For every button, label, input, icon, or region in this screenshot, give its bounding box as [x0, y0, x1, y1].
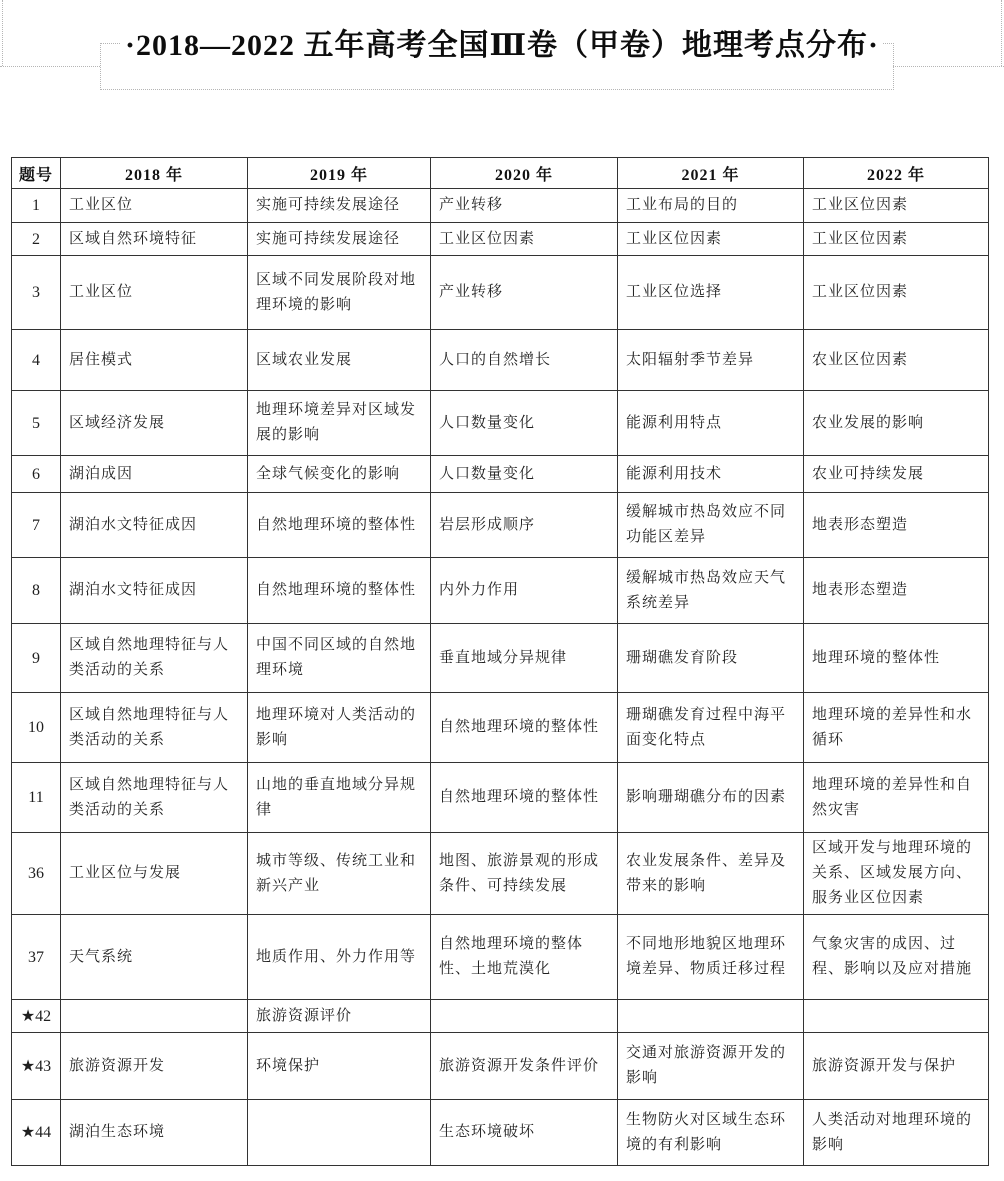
topic-cell: 工业区位因素 — [618, 223, 804, 256]
topic-cell: 人口数量变化 — [431, 391, 618, 456]
topic-cell: 生物防火对区域生态环境的有利影响 — [618, 1100, 804, 1166]
topic-cell: 垂直地域分异规律 — [431, 624, 618, 693]
column-header: 2022 年 — [804, 158, 989, 189]
table-row — [12, 693, 989, 763]
page-title: ·2018—2022 五年高考全国Ⅲ卷（甲卷）地理考点分布· — [121, 20, 883, 64]
topic-cell: 自然地理环境的整体性 — [248, 558, 431, 624]
topic-cell: 自然地理环境的整体性 — [248, 493, 431, 558]
topic-cell: 旅游资源开发 — [61, 1033, 248, 1100]
topic-cell — [804, 1000, 989, 1033]
topic-cell: 环境保护 — [248, 1033, 431, 1100]
topic-cell: 人口数量变化 — [431, 456, 618, 493]
topic-cell: 缓解城市热岛效应天气系统差异 — [618, 558, 804, 624]
topic-cell: 区域自然环境特征 — [61, 223, 248, 256]
topic-cell: 区域农业发展 — [248, 330, 431, 391]
topic-cell: 地理环境的差异性和自然灾害 — [804, 763, 989, 833]
column-header: 2021 年 — [618, 158, 804, 189]
topic-cell: 产业转移 — [431, 189, 618, 223]
table-row — [12, 1100, 989, 1166]
topic-cell: 产业转移 — [431, 256, 618, 330]
table-row — [12, 256, 989, 330]
topic-cell: 地理环境差异对区域发展的影响 — [248, 391, 431, 456]
exam-table — [11, 157, 989, 1166]
question-number: 7 — [12, 493, 61, 558]
topic-cell: 居住模式 — [61, 330, 248, 391]
topic-cell: 地表形态塑造 — [804, 493, 989, 558]
topic-cell: 实施可持续发展途径 — [248, 189, 431, 223]
topic-cell: 工业区位 — [61, 256, 248, 330]
topic-cell: 地理环境的差异性和水循环 — [804, 693, 989, 763]
topic-cell: 人口的自然增长 — [431, 330, 618, 391]
question-number: 2 — [12, 223, 61, 256]
topic-cell: 湖泊成因 — [61, 456, 248, 493]
topic-cell: 人类活动对地理环境的影响 — [804, 1100, 989, 1166]
topic-cell: 区域自然地理特征与人类活动的关系 — [61, 624, 248, 693]
table-row — [12, 763, 989, 833]
header-row — [12, 158, 989, 189]
topic-cell: 农业区位因素 — [804, 330, 989, 391]
question-number: 37 — [12, 915, 61, 1000]
table-row — [12, 558, 989, 624]
topic-cell: 实施可持续发展途径 — [248, 223, 431, 256]
topic-cell: 地表形态塑造 — [804, 558, 989, 624]
topic-cell: 内外力作用 — [431, 558, 618, 624]
question-number: 1 — [12, 189, 61, 223]
topic-cell: 城市等级、传统工业和新兴产业 — [248, 833, 431, 915]
title-leader-line-left — [0, 66, 100, 67]
table-row — [12, 1000, 989, 1033]
topic-cell: 生态环境破坏 — [431, 1100, 618, 1166]
topic-cell: 工业区位因素 — [804, 189, 989, 223]
table-row — [12, 189, 989, 223]
topic-cell: 湖泊生态环境 — [61, 1100, 248, 1166]
topic-cell: 区域经济发展 — [61, 391, 248, 456]
topic-cell: 自然地理环境的整体性 — [431, 763, 618, 833]
table-row — [12, 624, 989, 693]
topic-cell: 不同地形地貌区地理环境差异、物质迁移过程 — [618, 915, 804, 1000]
topic-cell: 工业区位选择 — [618, 256, 804, 330]
topic-cell: 区域自然地理特征与人类活动的关系 — [61, 693, 248, 763]
topic-cell: 工业区位与发展 — [61, 833, 248, 915]
topic-cell: 自然地理环境的整体性 — [431, 693, 618, 763]
table-row — [12, 391, 989, 456]
topic-cell — [618, 1000, 804, 1033]
topic-cell: 地质作用、外力作用等 — [248, 915, 431, 1000]
question-number: 9 — [12, 624, 61, 693]
topic-cell: 太阳辐射季节差异 — [618, 330, 804, 391]
column-header: 2018 年 — [61, 158, 248, 189]
table-row — [12, 493, 989, 558]
question-number: 36 — [12, 833, 61, 915]
topic-cell: 湖泊水文特征成因 — [61, 558, 248, 624]
topic-cell: 农业可持续发展 — [804, 456, 989, 493]
topic-cell: 全球气候变化的影响 — [248, 456, 431, 493]
column-header: 2019 年 — [248, 158, 431, 189]
topic-cell: 地理环境的整体性 — [804, 624, 989, 693]
topic-cell: 旅游资源开发条件评价 — [431, 1033, 618, 1100]
topic-cell: 区域不同发展阶段对地理环境的影响 — [248, 256, 431, 330]
column-header: 2020 年 — [431, 158, 618, 189]
topic-cell: 区域开发与地理环境的关系、区域发展方向、服务业区位因素 — [804, 833, 989, 915]
topic-cell: 影响珊瑚礁分布的因素 — [618, 763, 804, 833]
topic-cell: 岩层形成顺序 — [431, 493, 618, 558]
question-number: ★44 — [12, 1100, 61, 1166]
column-header: 题号 — [12, 158, 61, 189]
topic-cell: 自然地理环境的整体性、土地荒漠化 — [431, 915, 618, 1000]
table-body — [12, 189, 989, 1166]
question-number: 11 — [12, 763, 61, 833]
topic-cell — [248, 1100, 431, 1166]
topic-cell — [431, 1000, 618, 1033]
topic-cell: 湖泊水文特征成因 — [61, 493, 248, 558]
topic-cell: 农业发展的影响 — [804, 391, 989, 456]
topic-cell: 珊瑚礁发育过程中海平面变化特点 — [618, 693, 804, 763]
topic-cell: 旅游资源评价 — [248, 1000, 431, 1033]
question-number: ★42 — [12, 1000, 61, 1033]
topic-cell: 农业发展条件、差异及带来的影响 — [618, 833, 804, 915]
topic-cell: 缓解城市热岛效应不同功能区差异 — [618, 493, 804, 558]
topic-cell: 中国不同区域的自然地理环境 — [248, 624, 431, 693]
topic-cell: 交通对旅游资源开发的影响 — [618, 1033, 804, 1100]
topic-cell: 地图、旅游景观的形成条件、可持续发展 — [431, 833, 618, 915]
question-number: 6 — [12, 456, 61, 493]
question-number: 3 — [12, 256, 61, 330]
question-number: 5 — [12, 391, 61, 456]
topic-cell: 能源利用特点 — [618, 391, 804, 456]
topic-cell: 工业区位 — [61, 189, 248, 223]
topic-cell: 工业区位因素 — [804, 256, 989, 330]
table-head — [12, 158, 989, 189]
question-number: 10 — [12, 693, 61, 763]
topic-cell: 能源利用技术 — [618, 456, 804, 493]
page-title-wrap — [0, 20, 1004, 64]
table-row — [12, 833, 989, 915]
table-row — [12, 456, 989, 493]
table-row — [12, 330, 989, 391]
topic-cell: 山地的垂直地域分异规律 — [248, 763, 431, 833]
topic-cell: 气象灾害的成因、过程、影响以及应对措施 — [804, 915, 989, 1000]
topic-cell: 工业区位因素 — [804, 223, 989, 256]
question-number: ★43 — [12, 1033, 61, 1100]
topic-cell: 珊瑚礁发育阶段 — [618, 624, 804, 693]
table-row — [12, 1033, 989, 1100]
topic-cell: 旅游资源开发与保护 — [804, 1033, 989, 1100]
topic-cell: 工业布局的目的 — [618, 189, 804, 223]
table-row — [12, 223, 989, 256]
topic-cell: 工业区位因素 — [431, 223, 618, 256]
question-number: 4 — [12, 330, 61, 391]
topic-cell — [61, 1000, 248, 1033]
topic-cell: 区域自然地理特征与人类活动的关系 — [61, 763, 248, 833]
topic-cell: 天气系统 — [61, 915, 248, 1000]
title-leader-line-right — [893, 66, 1004, 67]
table-row — [12, 915, 989, 1000]
topic-cell: 地理环境对人类活动的影响 — [248, 693, 431, 763]
question-number: 8 — [12, 558, 61, 624]
